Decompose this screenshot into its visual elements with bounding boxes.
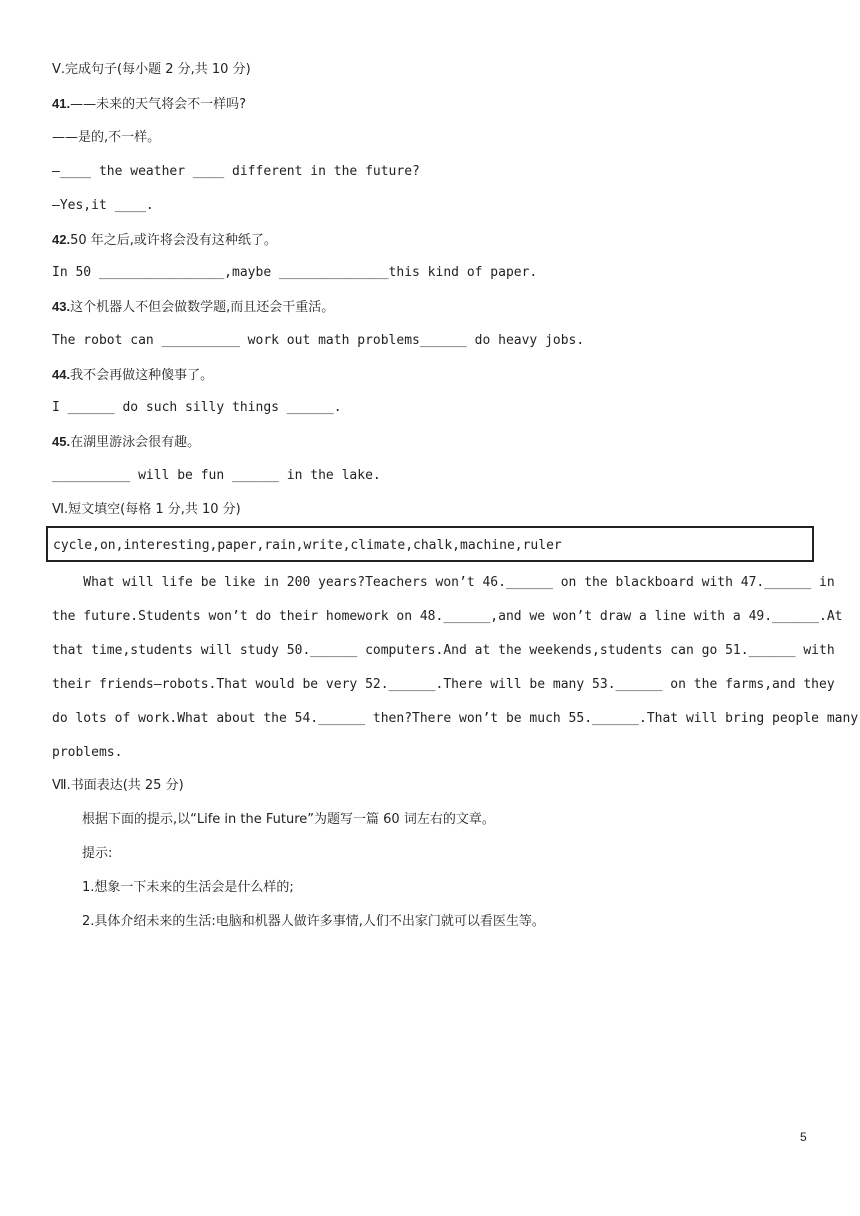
passage-line-1: What will life be like in 200 years?Teachers won’t 46.______ on the blackboard with 47.______ in — [52, 575, 835, 590]
q41-english-question: —____ the weather ____ different in the future? — [52, 164, 420, 179]
q44-chinese — [52, 367, 213, 384]
section-6-heading: Ⅵ.短文填空(每格 1 分,共 10 分) — [52, 502, 241, 517]
passage-line-4: their friends—robots.That would be very 52.______.There will be many 53.______ on the farms,and they — [52, 677, 835, 692]
q41-number: 41. — [52, 96, 71, 111]
section-7-heading: Ⅶ.书面表达(共 25 分) — [52, 778, 184, 793]
q43-english: The robot can __________ work out math problems______ do heavy jobs. — [52, 333, 585, 348]
writing-instruction: 根据下面的提示,以“Life in the Future”为题写一篇 60 词左右的文章。 — [82, 812, 495, 827]
q44-chinese-text: 我不会再做这种傻事了。 — [70, 368, 214, 383]
q43-chinese — [52, 299, 334, 316]
passage-line-2: the future.Students won’t do their homework on 48.______,and we won’t draw a line with a 49.______.At — [52, 609, 843, 624]
page-number: 5 — [800, 1130, 807, 1144]
hint-1: 1.想象一下未来的生活会是什么样的; — [82, 880, 294, 895]
section-5-heading: Ⅴ.完成句子(每小题 2 分,共 10 分) — [52, 62, 251, 77]
passage-line-3: that time,students will study 50.______ computers.And at the weekends,students can go 51.______ with — [52, 643, 835, 658]
q42-chinese-text: 50 年之后,或许将会没有这种纸了。 — [70, 233, 277, 248]
q42-chinese — [52, 232, 277, 249]
q44-english: I ______ do such silly things ______. — [52, 400, 342, 415]
q45-number: 45. — [52, 434, 71, 449]
hint-2: 2.具体介绍未来的生活:电脑和机器人做许多事情,人们不出家门就可以看医生等。 — [82, 914, 545, 929]
q43-chinese-text: 这个机器人不但会做数学题,而且还会干重活。 — [70, 300, 335, 315]
q45-chinese — [52, 434, 200, 451]
hint-label: 提示: — [82, 846, 113, 861]
word-bank-box — [46, 526, 814, 562]
q43-number: 43. — [52, 299, 71, 314]
q45-chinese-text: 在湖里游泳会很有趣。 — [70, 435, 201, 450]
q41-chinese-answer: ——是的,不一样。 — [52, 130, 161, 145]
q42-number: 42. — [52, 232, 71, 247]
word-bank: cycle,on,interesting,paper,rain,write,climate,chalk,machine,ruler — [53, 538, 562, 553]
passage-line-6: problems. — [52, 745, 123, 760]
q45-english: __________ will be fun ______ in the lake. — [52, 468, 381, 483]
passage-line-5: do lots of work.What about the 54.______ then?There won’t be much 55.______.That will bring people many — [52, 711, 859, 726]
q41-chinese — [52, 96, 246, 113]
q41-english-answer: —Yes,it ____. — [52, 198, 154, 213]
q44-number: 44. — [52, 367, 71, 382]
q42-english: In 50 ________________,maybe ______________this kind of paper. — [52, 265, 538, 280]
q41-chinese-text: ——未来的天气将会不一样吗? — [70, 97, 246, 112]
